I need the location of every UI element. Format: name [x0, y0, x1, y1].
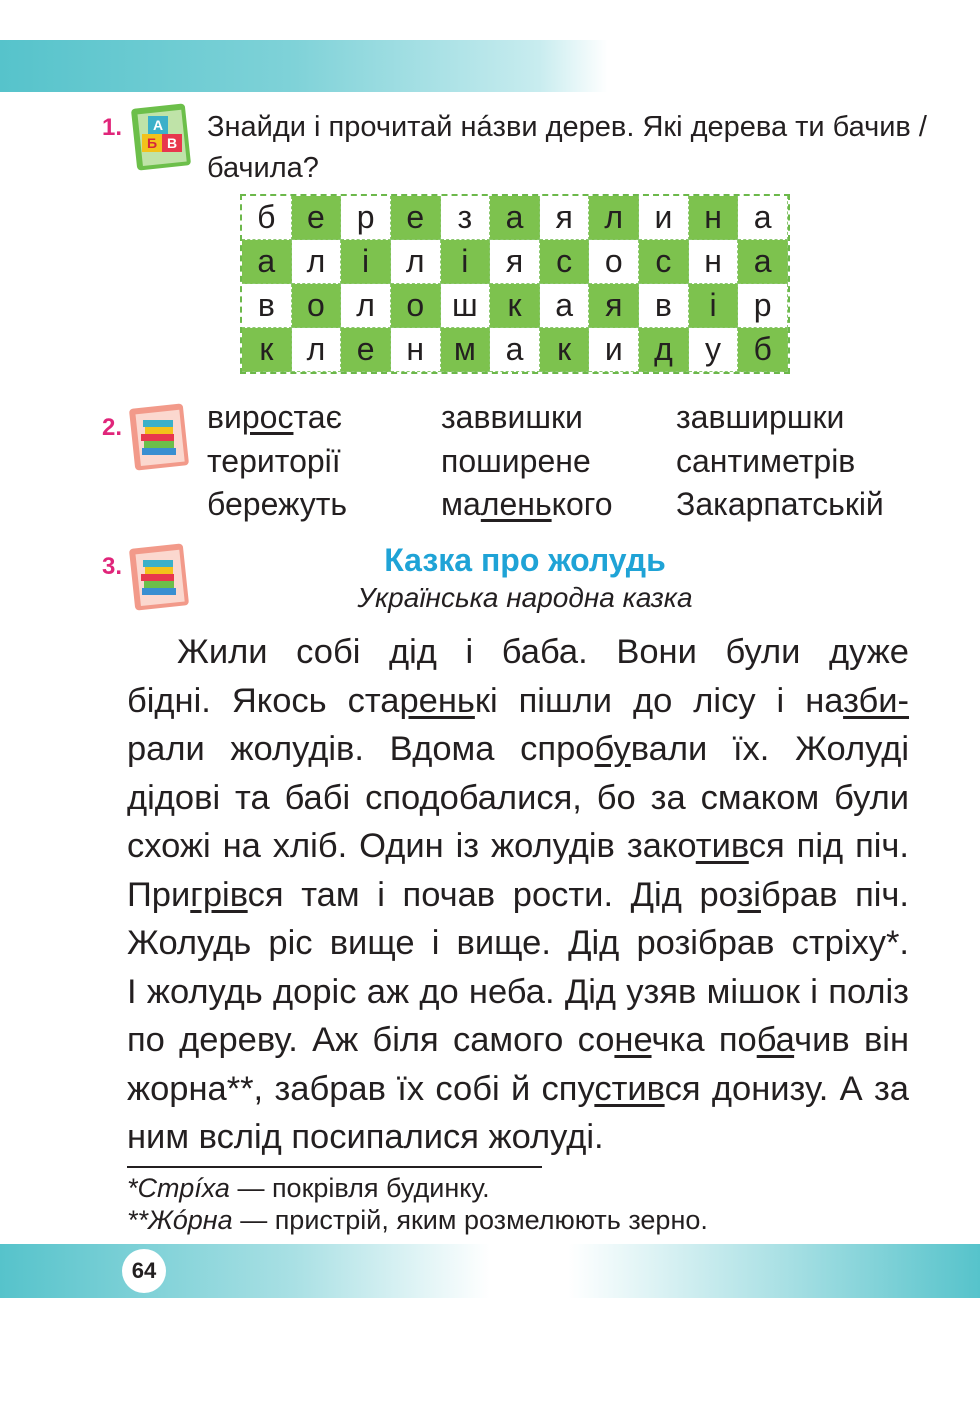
grid-cell: о [391, 284, 441, 328]
grid-cell: а [490, 328, 540, 372]
story-line: рали жолудів. Вдома спробували їх. Жолуді [127, 730, 909, 768]
grid-cell: а [242, 240, 292, 284]
footnote-2 [127, 1205, 708, 1236]
story-title: Казка про жолудь [384, 542, 666, 578]
grid-cell: л [292, 240, 342, 284]
grid-cell: я [490, 240, 540, 284]
footnote-definition: — покрівля будинку. [229, 1173, 490, 1203]
task-1-number: 1. [102, 114, 123, 141]
grid-cell: в [242, 284, 292, 328]
grid-cell: л [341, 284, 391, 328]
grid-cell: е [391, 196, 441, 240]
grid-cell: р [738, 284, 788, 328]
grid-cell: н [689, 240, 739, 284]
grid-cell: с [540, 240, 590, 284]
word-item: сантиметрів [676, 442, 856, 479]
grid-cell: а [540, 284, 590, 328]
footnote-1 [127, 1173, 490, 1204]
story-subtitle: Українська народна казка [357, 582, 693, 613]
story-line: по дереву. Аж біля самого сонечка побачив він [127, 1021, 910, 1059]
story-line: бідні. Якось старенькі пішли до лісу і назби- [127, 681, 910, 720]
grid-cell: к [242, 328, 292, 372]
grid-cell: и [639, 196, 689, 240]
grid-cell: л [589, 196, 639, 240]
grid-cell: л [292, 328, 342, 372]
grid-cell: і [441, 240, 491, 284]
svg-text:Б: Б [146, 135, 158, 151]
grid-cell: у [689, 328, 739, 372]
word-item: Закарпатській [676, 486, 884, 522]
grid-cell: і [341, 240, 391, 284]
story-line: І жолудь доріс аж до неба. Дід узяв мішок і поліз [127, 972, 909, 1011]
story-line: Пригрівся там і почав рости. Дід розібрав піч. [127, 875, 909, 914]
footnote-definition: — пристрій, яким розмелюють зерно. [232, 1205, 708, 1235]
story-line: схожі на хліб. Один із жолудів закотився під піч. [127, 827, 909, 865]
grid-cell: д [639, 328, 689, 372]
word-item: бережуть [207, 486, 348, 522]
grid-cell: н [689, 196, 739, 240]
story-line: Жолудь ріс вище і вище. Дід розібрав стріху*. [127, 924, 909, 962]
svg-text:А: А [152, 117, 164, 133]
word-item: виростає [207, 399, 342, 435]
grid-cell: н [391, 328, 441, 372]
task-3-number: 3. [102, 553, 123, 580]
grid-cell: б [242, 196, 292, 240]
grid-cell: а [738, 196, 788, 240]
grid-cell: в [639, 284, 689, 328]
grid-cell: л [391, 240, 441, 284]
grid-cell: і [689, 284, 739, 328]
grid-cell: с [639, 240, 689, 284]
word-item: маленького [441, 486, 613, 522]
grid-cell: з [441, 196, 491, 240]
footnote-divider [127, 1166, 542, 1168]
books-icon [126, 542, 192, 619]
grid-cell: к [540, 328, 590, 372]
task-1-instruction: Знайди і прочитай нáзви дерев. Які дерева ти бачив / бачила? [207, 111, 927, 184]
story-line: Жили собі дід і баба. Вони були дуже [177, 633, 909, 671]
footnote-term: *Стрíха [127, 1173, 230, 1203]
word-list [207, 396, 927, 527]
story-line: ним вслід посипалися жолуді. [127, 1118, 604, 1156]
story-text [127, 628, 909, 1162]
grid-cell: ш [441, 284, 491, 328]
top-header-band [0, 40, 980, 92]
story-line: жорна**, забрав їх собі й спустився донизу. А за [127, 1069, 909, 1108]
task-2-number: 2. [102, 414, 123, 441]
grid-cell: е [341, 328, 391, 372]
grid-cell: я [589, 284, 639, 328]
grid-cell: р [341, 196, 391, 240]
grid-cell: е [292, 196, 342, 240]
page-number: 64 [122, 1249, 166, 1293]
letter-grid [240, 194, 790, 374]
abc-blocks-icon [128, 102, 194, 179]
svg-text:В: В [166, 135, 178, 151]
word-item: заввишки [441, 399, 583, 435]
grid-cell: и [589, 328, 639, 372]
word-item: поширене [441, 442, 591, 479]
grid-cell: а [738, 240, 788, 284]
grid-cell: я [540, 196, 590, 240]
word-item: території [207, 442, 341, 479]
grid-cell: о [292, 284, 342, 328]
grid-cell: а [490, 196, 540, 240]
story-line: дідові та бабі сподобалися, бо за смаком були [127, 778, 909, 817]
word-item: завширшки [676, 399, 845, 435]
grid-cell: б [738, 328, 788, 372]
books-icon [126, 402, 192, 479]
footnote-term: **Жóрна [127, 1205, 233, 1235]
grid-cell: м [441, 328, 491, 372]
grid-cell: о [589, 240, 639, 284]
grid-cell: к [490, 284, 540, 328]
